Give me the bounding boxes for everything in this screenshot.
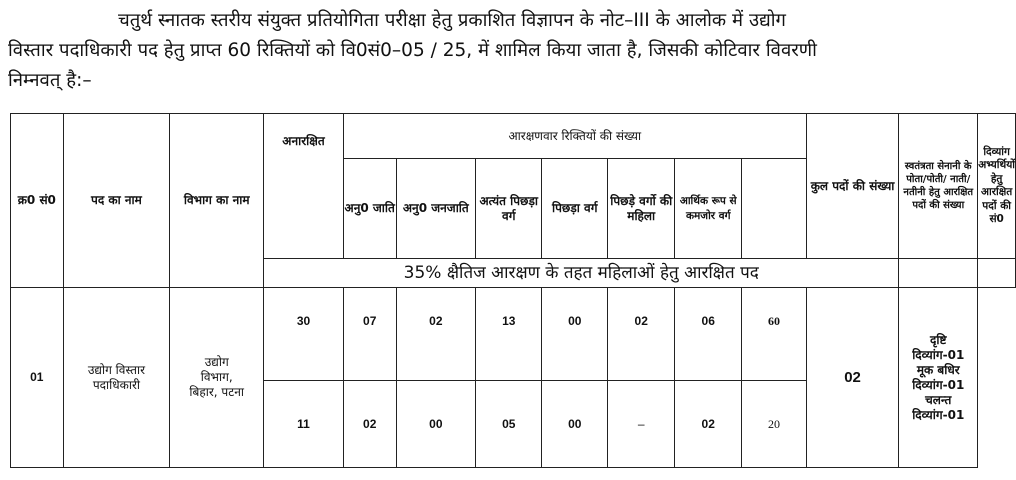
header-total: कुल पदों की संख्या — [806, 114, 898, 259]
header-department: विभाग का नाम — [170, 114, 264, 288]
cell-post-name: उद्योग विस्तार पदाधिकारी — [63, 288, 170, 468]
cell-unreserved-women: 11 — [264, 381, 344, 468]
header-empty-2 — [978, 259, 1016, 288]
header-freedom-fighter: स्वतंत्रता सेनानी के पोता/पोती/ नाती/ नतीनी हेतु आरक्षित पदों की संख्या — [899, 114, 978, 259]
header-st: अनु0 जनजाति — [396, 159, 475, 259]
cell-st-women: 00 — [396, 381, 475, 468]
header-ebc: अत्यंत पिछड़ा वर्ग — [476, 159, 542, 259]
cell-total-total: 60 — [741, 288, 806, 381]
header-divyang: दिव्यांग अभ्यर्थियों हेतु आरक्षित पदों की सं0 — [978, 114, 1016, 259]
header-empty-1 — [899, 259, 978, 288]
header-ews: आर्थिक रूप से कमजोर वर्ग — [675, 159, 742, 259]
cell-total-women: 20 — [741, 381, 806, 468]
cell-divyang — [899, 288, 978, 468]
cell-serial: 01 — [11, 288, 64, 468]
header-unreserved: अनारक्षित — [264, 114, 344, 259]
cell-sc-women: 02 — [343, 381, 396, 468]
cell-bc-women-total: 02 — [608, 288, 675, 381]
cell-bc-total: 00 — [542, 288, 608, 381]
cell-ebc-total: 13 — [476, 288, 542, 381]
cell-unreserved-total: 30 — [264, 288, 344, 381]
header-serial: क्र0 सं0 — [11, 114, 64, 288]
divyang-line-4: दिव्यांग-01 — [912, 377, 965, 392]
cell-bc-women-women: – — [608, 381, 675, 468]
intro-line-3: निम्नवत् है:– — [8, 70, 92, 91]
table-row-total — [11, 288, 1016, 381]
divyang-line-3: मूक बधिर — [916, 362, 960, 377]
vacancy-table — [10, 113, 1016, 468]
divyang-line-2: दिव्यांग-01 — [912, 347, 965, 362]
cell-st-total: 02 — [396, 288, 475, 381]
cell-ebc-women: 05 — [476, 381, 542, 468]
header-bc-women: पिछड़े वर्गो की महिला — [608, 159, 675, 259]
divyang-line-5: चलन्त — [925, 392, 952, 407]
intro-line-1: चतुर्थ स्नातक स्तरीय संयुक्त प्रतियोगिता परीक्षा हेतु प्रकाशित विज्ञापन के नोट–III के आलोक में उद्योग — [118, 10, 786, 31]
cell-department: उद्योग विभाग, बिहार, पटना — [170, 288, 264, 468]
cell-freedom-fighter: 02 — [806, 288, 898, 468]
intro-line-2: विस्तार पदाधिकारी पद हेतु प्राप्त 60 रिक्तियों को वि0सं0–05 / 25, में शामिल किया जाता है, जिसकी कोटिवार विवरणी — [8, 40, 817, 61]
cell-ews-total: 06 — [675, 288, 742, 381]
cell-ews-women: 02 — [675, 381, 742, 468]
intro-paragraph — [8, 6, 1008, 96]
header-reservation-group: आरक्षणवार रिक्तियों की संख्या — [343, 114, 806, 159]
divyang-line-6: दिव्यांग-01 — [912, 407, 965, 422]
cell-sc-total: 07 — [343, 288, 396, 381]
header-post-name: पद का नाम — [63, 114, 170, 288]
cell-bc-women: 00 — [542, 381, 608, 468]
divyang-line-1: दृष्टि — [930, 332, 947, 347]
header-bc: पिछड़ा वर्ग — [542, 159, 608, 259]
header-women-note: 35% क्षैतिज आरक्षण के तहत महिलाओं हेतु आरक्षित पद — [264, 259, 899, 288]
header-sc: अनु0 जाति — [343, 159, 396, 259]
